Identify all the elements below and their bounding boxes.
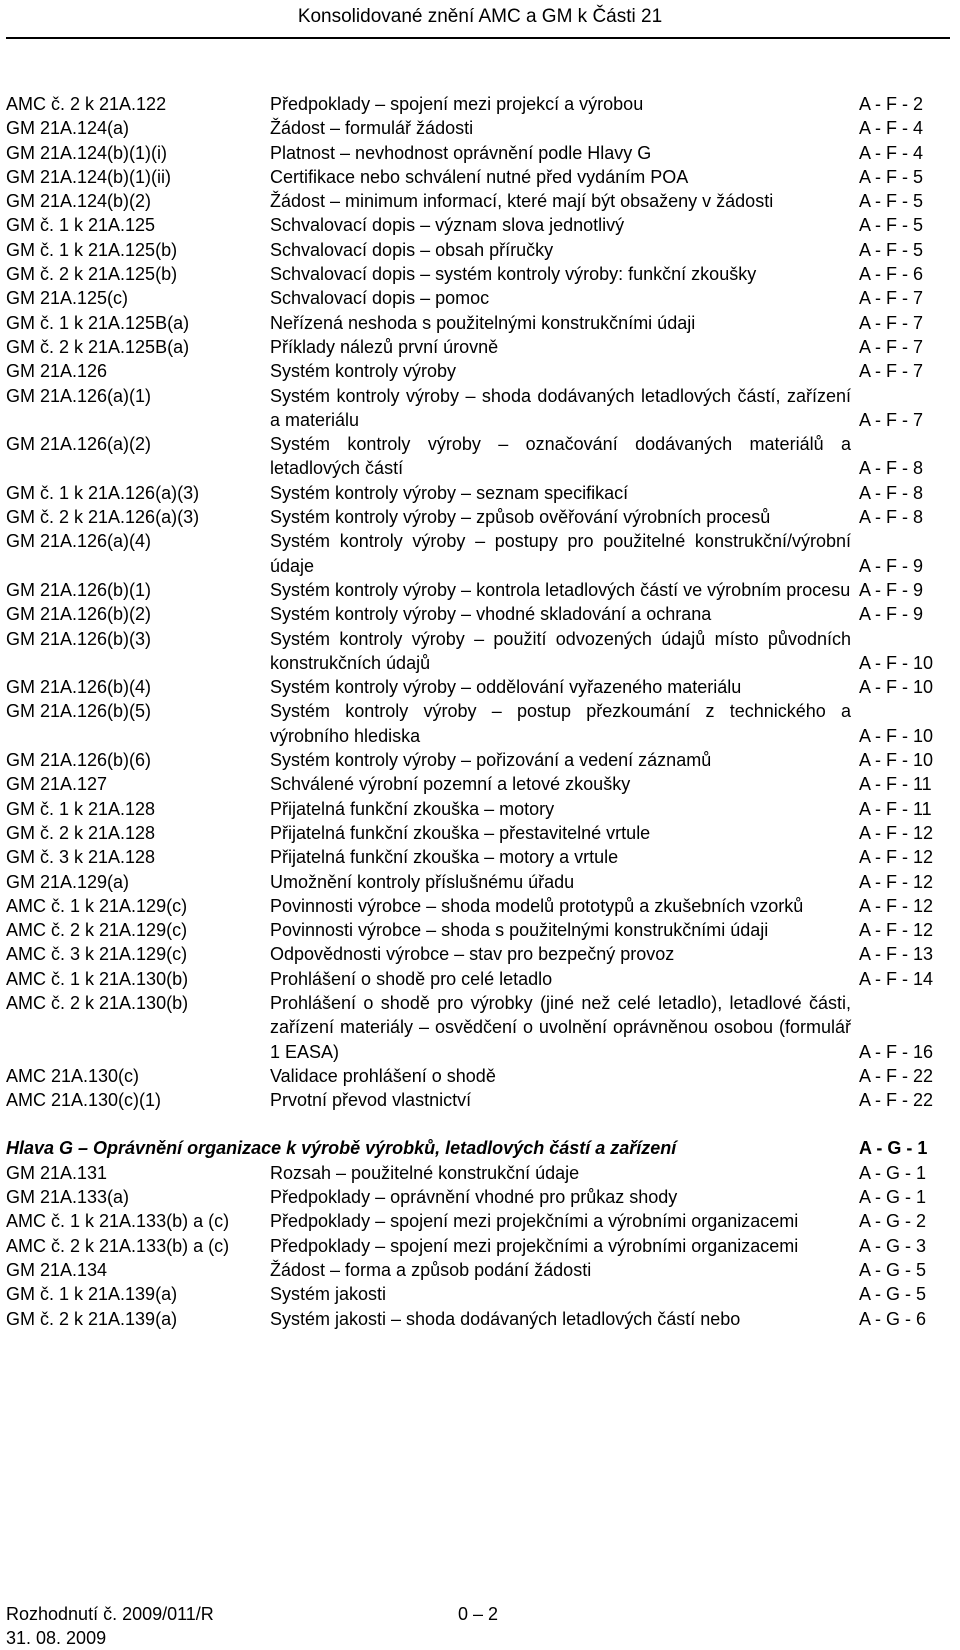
toc-entry[interactable]: [6, 1209, 950, 1233]
toc-entry-title: Systém kontroly výroby – shoda dodávaných letadlových částí, zařízení a materiálu: [270, 385, 851, 430]
toc-entry[interactable]: [6, 359, 950, 383]
toc-entry-page: A - F - 7: [859, 288, 924, 309]
toc-heading-hlava-g[interactable]: [6, 1136, 950, 1160]
toc-entry-code: GM č. 3 k 21A.128: [6, 847, 156, 868]
toc-entry-code: GM 21A.124(b)(1)(ii): [6, 166, 172, 187]
toc-entry-title: Neřízená neshoda s použitelnými konstrukčními údaji: [270, 312, 696, 333]
toc-entry-title: Systém kontroly výroby – oddělování vyřazeného materiálu: [270, 677, 742, 698]
toc-entry-title: Schvalovací dopis – význam slova jednotlivý: [270, 215, 625, 236]
toc-entry-code: GM 21A.126(a)(2): [6, 434, 152, 455]
toc-entry-title: Umožnění kontroly příslušnému úřadu: [270, 871, 575, 892]
toc-entry[interactable]: [6, 991, 950, 1064]
toc-entry-code: GM č. 2 k 21A.125(b): [6, 264, 178, 285]
toc-entry-title: Povinnosti výrobce – shoda modelů prototypů a zkušebních vzorků: [270, 895, 804, 916]
toc-entry-page: A - F - 16: [859, 1041, 934, 1062]
toc-entry-page: A - F - 9: [859, 604, 924, 625]
toc-entry-title: Příklady nálezů první úrovně: [270, 336, 499, 357]
page-header: [0, 0, 960, 60]
toc-entry-code: GM 21A.124(b)(1)(i): [6, 142, 168, 163]
toc-entry-code: GM 21A.126(b)(5): [6, 701, 152, 722]
toc-entry-title: Systém kontroly výroby – seznam specifikací: [270, 482, 629, 503]
heading-title: Hlava G – Oprávnění organizace k výrobě výrobků, letadlových částí a zařízení: [6, 1138, 677, 1159]
toc-entry[interactable]: [6, 578, 950, 602]
toc-entry-code: AMC č. 1 k 21A.130(b): [6, 968, 189, 989]
toc-entry[interactable]: [6, 262, 950, 286]
toc-entry-page: A - G - 1: [859, 1162, 927, 1183]
toc-entry-title: Systém kontroly výroby – postup přezkoumání z technického a výrobního hlediska: [270, 701, 851, 746]
footer-decision: Rozhodnutí č. 2009/011/R: [6, 1604, 214, 1624]
toc-entry-page: A - F - 22: [859, 1090, 934, 1111]
toc-entry-page: A - G - 5: [859, 1259, 927, 1280]
toc-entry-code: GM 21A.133(a): [6, 1187, 130, 1208]
toc-entry-code: GM 21A.125(c): [6, 288, 129, 309]
toc-entry-code: GM 21A.126(b)(1): [6, 579, 152, 600]
toc-entry-title: Systém kontroly výroby – označování dodávaných materiálů a letadlových částí: [270, 434, 851, 479]
toc-entry-page: A - F - 8: [859, 507, 924, 528]
toc-entry-title: Systém kontroly výroby – postupy pro použitelné konstrukční/výrobní údaje: [270, 531, 851, 576]
toc-entry-title: Přijatelná funkční zkouška – motory: [270, 798, 555, 819]
toc-entry-title: Předpoklady – oprávnění vhodné pro průkaz shody: [270, 1187, 678, 1208]
footer-page-number: 0 – 2: [458, 1604, 499, 1624]
toc-entry-code: AMC 21A.130(c): [6, 1065, 140, 1086]
footer-date: 31. 08. 2009: [6, 1628, 107, 1648]
toc-entry-page: A - F - 10: [859, 750, 934, 771]
toc-entry[interactable]: [6, 529, 950, 578]
toc-entry-title: Systém kontroly výroby – způsob ověřování výrobních procesů: [270, 507, 771, 528]
toc-entry-title: Odpovědnosti výrobce – stav pro bezpečný provoz: [270, 944, 675, 965]
toc-entry-title: Systém jakosti: [270, 1284, 387, 1305]
toc-section-f: [6, 92, 950, 1112]
toc-entry-code: AMC č. 3 k 21A.129(c): [6, 944, 188, 965]
toc-entry-page: A - F - 10: [859, 652, 934, 673]
toc-entry-code: AMC č. 1 k 21A.133(b) a (c): [6, 1211, 230, 1232]
toc-entry[interactable]: [6, 918, 950, 942]
toc-entry-page: A - F - 7: [859, 336, 924, 357]
toc-entry-page: A - F - 5: [859, 239, 924, 260]
toc-entry[interactable]: [6, 967, 950, 991]
toc-entry-title: Předpoklady – spojení mezi projekčními a výrobními organizacemi: [270, 1235, 799, 1256]
toc-entry[interactable]: [6, 942, 950, 966]
toc-entry-title: Systém kontroly výroby: [270, 361, 457, 382]
toc-entry-code: GM č. 1 k 21A.128: [6, 798, 156, 819]
toc-entry-code: GM č. 1 k 21A.126(a)(3): [6, 482, 200, 503]
toc-entry-title: Schválené výrobní pozemní a letové zkoušky: [270, 774, 631, 795]
toc-entry-title: Přijatelná funkční zkouška – motory a vrtule: [270, 847, 619, 868]
toc-entry-title: Rozsah – použitelné konstrukční údaje: [270, 1162, 580, 1183]
toc-entry[interactable]: [6, 627, 950, 676]
toc-entry-page: A - F - 8: [859, 482, 924, 503]
toc-entry-page: A - F - 8: [859, 458, 924, 479]
toc-entry[interactable]: [6, 335, 950, 359]
toc-entry-code: AMC 21A.130(c)(1): [6, 1090, 162, 1111]
toc-entry[interactable]: [6, 821, 950, 845]
toc-entry-title: Přijatelná funkční zkouška – přestavitelné vrtule: [270, 822, 651, 843]
toc-entry-code: GM č. 1 k 21A.139(a): [6, 1284, 178, 1305]
toc-entry-code: GM 21A.124(a): [6, 118, 130, 139]
toc-entry-code: AMC č. 2 k 21A.133(b) a (c): [6, 1235, 230, 1256]
toc-entry-page: A - G - 5: [859, 1284, 927, 1305]
toc-entry-page: A - F - 11: [859, 798, 932, 819]
toc-entry-page: A - G - 2: [859, 1211, 927, 1232]
toc-entry-title: Žádost – forma a způsob podání žádosti: [270, 1259, 592, 1280]
toc-entry-page: A - F - 14: [859, 968, 934, 989]
section-gap: [6, 1112, 950, 1136]
toc-entry-code: GM 21A.126: [6, 361, 108, 382]
toc-entry[interactable]: [6, 675, 950, 699]
toc-entry-title: Schvalovací dopis – obsah příručky: [270, 239, 554, 260]
toc-entry-title: Předpoklady – spojení mezi projekcí a výrobou: [270, 94, 644, 114]
toc-entry-code: AMC č. 1 k 21A.129(c): [6, 895, 188, 916]
toc-entry-page: A - F - 13: [859, 944, 934, 965]
toc-entry-title: Prohlášení o shodě pro výrobky (jiné než celé letadlo), letadlové části, zařízení materiály – osvědčení o uvolnění oprávněnou osobou (formulář 1 EASA): [270, 992, 851, 1062]
toc-entry-page: A - F - 7: [859, 361, 924, 382]
toc-entry-page: A - F - 5: [859, 191, 924, 212]
toc-entry-page: A - G - 3: [859, 1235, 927, 1256]
toc-entry-code: GM 21A.129(a): [6, 871, 130, 892]
toc-entry[interactable]: [6, 505, 950, 529]
toc-entry-title: Systém kontroly výroby – kontrola letadlových částí ve výrobním procesu: [270, 579, 851, 600]
toc-entry-code: GM č. 2 k 21A.128: [6, 822, 156, 843]
toc-entry-page: A - F - 10: [859, 677, 934, 698]
toc-entry[interactable]: [6, 772, 950, 796]
toc-entry-code: GM č. 1 k 21A.125B(a): [6, 312, 190, 333]
toc-entry[interactable]: [6, 1064, 950, 1088]
document-title: Konsolidované znění AMC a GM k Části 21: [297, 6, 663, 27]
toc-entry-page: A - F - 12: [859, 895, 934, 916]
toc-entry-title: Povinnosti výrobce – shoda s použitelnými konstrukčními údaji: [270, 920, 769, 941]
toc-entry-page: A - G - 6: [859, 1308, 927, 1329]
toc-entry-title: Prvotní převod vlastnictví: [270, 1090, 472, 1111]
toc-entry-title: Prohlášení o shodě pro celé letadlo: [270, 968, 553, 989]
toc-entry-page: A - F - 4: [859, 118, 924, 139]
toc-entry[interactable]: [6, 481, 950, 505]
toc-entry-page: A - F - 12: [859, 920, 934, 941]
toc-entry-code: GM 21A.131: [6, 1162, 108, 1183]
toc-section-g: [6, 1161, 950, 1331]
toc-entry[interactable]: [6, 92, 950, 116]
heading-page: A - G - 1: [859, 1138, 928, 1159]
toc-entry-title: Předpoklady – spojení mezi projekčními a výrobními organizacemi: [270, 1211, 799, 1232]
toc-entry[interactable]: [6, 797, 950, 821]
toc-entry[interactable]: [6, 238, 950, 262]
toc-entry-code: AMC č. 2 k 21A.129(c): [6, 920, 188, 941]
toc-entry-title: Schvalovací dopis – systém kontroly výroby: funkční zkoušky: [270, 264, 757, 285]
toc-entry[interactable]: [6, 189, 950, 213]
toc-entry[interactable]: [6, 870, 950, 894]
toc-entry[interactable]: [6, 1088, 950, 1112]
toc-entry-code: GM 21A.126(b)(3): [6, 628, 152, 649]
toc-entry-title: Platnost – nevhodnost oprávnění podle Hlavy G: [270, 142, 652, 163]
toc-entry-code: GM 21A.124(b)(2): [6, 191, 152, 212]
toc-entry-page: A - F - 6: [859, 264, 924, 285]
toc-entry-page: A - F - 12: [859, 847, 934, 868]
toc-entry-code: AMC č. 2 k 21A.130(b): [6, 992, 189, 1013]
toc-entry-page: A - G - 1: [859, 1187, 927, 1208]
toc-entry[interactable]: [6, 432, 950, 481]
toc-entry-title: Systém kontroly výroby – pořizování a vedení záznamů: [270, 750, 712, 771]
toc-entry-page: A - F - 11: [859, 774, 932, 795]
toc-entry-title: Certifikace nebo schválení nutné před vydáním POA: [270, 166, 689, 187]
toc-entry[interactable]: [6, 1185, 950, 1209]
toc-entry-page: A - F - 7: [859, 312, 924, 333]
toc-entry[interactable]: [6, 748, 950, 772]
toc-entry-page: A - F - 10: [859, 725, 934, 746]
toc-entry-page: A - F - 5: [859, 215, 924, 236]
toc-entry[interactable]: [6, 286, 950, 310]
toc-entry-code: GM č. 1 k 21A.125(b): [6, 239, 178, 260]
toc-entry-code: GM č. 2 k 21A.125B(a): [6, 336, 190, 357]
toc-entry-title: Systém kontroly výroby – vhodné skladování a ochrana: [270, 604, 712, 625]
header-rule: [6, 37, 950, 39]
toc-entry[interactable]: [6, 165, 950, 189]
toc-entry[interactable]: [6, 213, 950, 237]
toc-entry-code: GM č. 2 k 21A.139(a): [6, 1308, 178, 1329]
table-of-contents: [6, 92, 950, 1331]
toc-entry-page: A - F - 4: [859, 142, 924, 163]
toc-entry-title: Systém jakosti – shoda dodávaných letadlových částí nebo: [270, 1308, 741, 1329]
toc-entry-page: A - F - 9: [859, 555, 924, 576]
toc-entry[interactable]: [6, 845, 950, 869]
toc-entry-code: GM 21A.126(b)(6): [6, 750, 152, 771]
toc-entry-page: A - F - 9: [859, 579, 924, 600]
toc-entry[interactable]: [6, 1234, 950, 1258]
toc-entry[interactable]: [6, 116, 950, 140]
toc-entry-title: Validace prohlášení o shodě: [270, 1065, 496, 1086]
toc-entry-page: A - F - 5: [859, 166, 924, 187]
toc-entry-page: A - F - 22: [859, 1065, 934, 1086]
toc-entry-code: GM č. 1 k 21A.125: [6, 215, 156, 236]
toc-entry-page: A - F - 7: [859, 409, 924, 430]
toc-entry[interactable]: [6, 1258, 950, 1282]
toc-entry-code: GM č. 2 k 21A.126(a)(3): [6, 507, 200, 528]
toc-entry-code: GM 21A.126(b)(2): [6, 604, 152, 625]
toc-entry-code: GM 21A.126(a)(1): [6, 385, 152, 406]
toc-entry[interactable]: [6, 699, 950, 748]
toc-entry[interactable]: [6, 1282, 950, 1306]
toc-entry-code: GM 21A.127: [6, 774, 108, 795]
page-footer: [6, 1603, 950, 1650]
toc-entry-code: AMC č. 2 k 21A.122: [6, 94, 167, 114]
toc-entry-page: A - F - 12: [859, 871, 934, 892]
toc-entry-title: Žádost – minimum informací, které mají být obsaženy v žádosti: [270, 191, 774, 212]
toc-entry[interactable]: [6, 384, 950, 433]
toc-entry-title: Schvalovací dopis – pomoc: [270, 288, 490, 309]
toc-entry[interactable]: [6, 1307, 950, 1331]
toc-entry-page: A - F - 12: [859, 822, 934, 843]
toc-entry-code: GM 21A.126(b)(4): [6, 677, 152, 698]
toc-entry[interactable]: [6, 1161, 950, 1185]
toc-entry-code: GM 21A.126(a)(4): [6, 531, 152, 552]
toc-entry[interactable]: [6, 602, 950, 626]
toc-entry[interactable]: [6, 894, 950, 918]
toc-entry[interactable]: [6, 141, 950, 165]
toc-entry-title: Systém kontroly výroby – použití odvozených údajů místo původních konstrukčních údajů: [270, 628, 851, 673]
toc-entry[interactable]: [6, 311, 950, 335]
toc-entry-code: GM 21A.134: [6, 1259, 108, 1280]
toc-entry-page: A - F - 2: [859, 94, 924, 114]
toc-entry-title: Žádost – formulář žádosti: [270, 118, 474, 139]
